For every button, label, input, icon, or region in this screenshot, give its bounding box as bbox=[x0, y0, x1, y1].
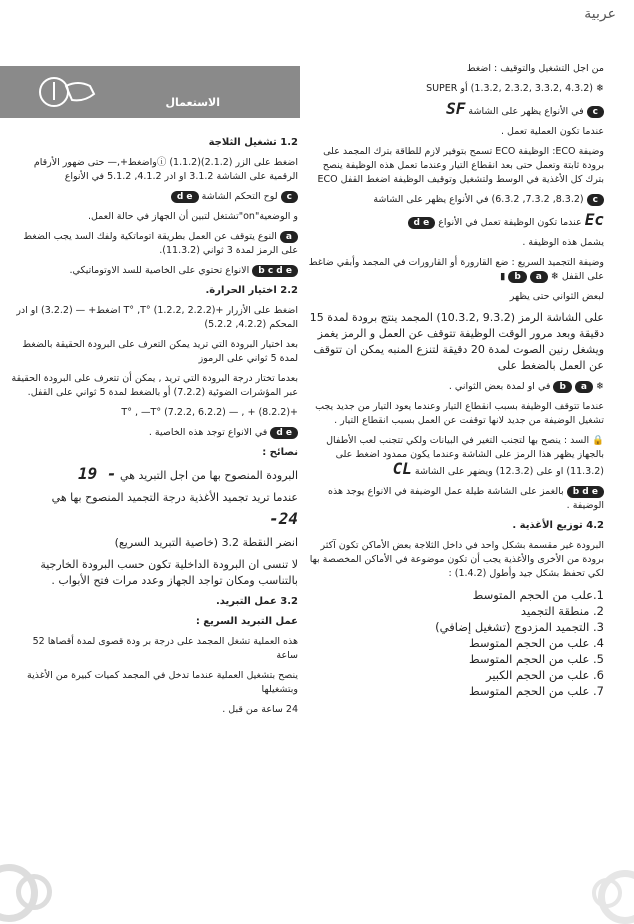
badge-b: b bbox=[508, 271, 526, 283]
r-p7-row bbox=[308, 210, 604, 230]
s22-p5: في الانواع توجد هذه الخاصية . bbox=[148, 427, 268, 438]
display-sf: SF bbox=[446, 99, 466, 118]
s22-p1: اضغط على الأزرار +T° ,T° (1.2.2, 2.2.2) اضغط+ — (3.2.2) او ادر المحكم (4.2.2, 5.2.2) bbox=[16, 305, 298, 330]
tips-p3: انضر النقطة 3.2 (خاصية التبريد السريع) bbox=[114, 536, 298, 549]
section-2-2-title: 2.2 اختيار الحرارة. bbox=[205, 285, 298, 296]
tips-disp2-row bbox=[8, 509, 298, 529]
s42-p1: البرودة غير مقسمة بشكل واحد في داخل الثلاجة بعض الأماكن تكون آكثر برودة من الأخرى والأغذية يجب أن تكون موضوعة في الأماكن المخصصة بها لكي تحفظ بشكل جيد وأطول (1.4.2) : bbox=[309, 540, 604, 579]
badge-de-3: d e bbox=[408, 217, 436, 229]
r-p4: عندما تكون العملية تعمل . bbox=[500, 126, 604, 137]
list-item: 4. علب من الحجم المتوسط bbox=[469, 636, 604, 650]
s22-p2: بعد اختيار البرودة التي تريد يمكن التعرف على البرودة الحقيقة بالضغط لمدة 5 ثواني على الرموز bbox=[22, 339, 298, 364]
tips-p1-row bbox=[8, 466, 298, 484]
s12-p4-row bbox=[8, 230, 298, 258]
badge-de: d e bbox=[171, 191, 199, 203]
s22-p3: بعدما تختار درجة البرودة التي تريد , يمكن أن تتعرف على البرودة الحقيقة عبر المؤشرات الضوئية (7.2.2) أو بالضغط لمدة 5 ثواني على القفل. bbox=[11, 373, 298, 398]
section-3-2-title: 3.2 عمل التبريد. bbox=[215, 596, 298, 607]
r-p9-row bbox=[308, 256, 604, 284]
r-p10: لبعض الثواني حتى يظهر bbox=[509, 291, 604, 302]
s12-p2-row bbox=[8, 190, 298, 204]
zones-list bbox=[308, 587, 604, 699]
r-p5: وضيفة ECO: الوظيفة ECO تسمح بتوفير لازم للطاقة بترك المجمد على برودة ثابتة وتعمل حتى بعد انقطاع التيار وعندما تعمل هذه الوظيفة ينصح بترك كل الأغذية في الوسط ولتشغيل وتوقيف الوظيفة اضغط القفل ECO bbox=[317, 146, 604, 185]
badge-c-3: c bbox=[587, 194, 604, 206]
s12-p3: و الوضعية"on"تشتغل لتبين أن الجهاز في حالة العمل. bbox=[87, 211, 298, 222]
s12-p4: النوع يتوقف عن العمل بطريقة اتوماتكية ولفك السد يجب الضغط على الرمز لمدة 3 ثواني (11.3.2). bbox=[23, 231, 298, 256]
r-p2-row bbox=[308, 82, 604, 96]
list-item: 2. منطقة التجميد bbox=[520, 604, 604, 618]
s12-p5: الانواع تحتوي على الخاصية للسد الاوتوماتيكي. bbox=[69, 265, 250, 276]
list-item: 7. علب من الحجم المتوسط bbox=[469, 684, 604, 698]
r-p14-row bbox=[308, 434, 604, 479]
r-p15: بالغمز على الشاشة طيلة عمل الوضيفة في الانواع يوجد هذه الوضيفة . bbox=[328, 486, 604, 511]
section-3-2-subtitle: عمل التبريد السريع : bbox=[195, 616, 298, 627]
r-p12: في او لمدة بعض الثواني . bbox=[448, 381, 551, 392]
badge-bcde: b c d e bbox=[252, 265, 298, 277]
badge-c-2: c bbox=[587, 106, 604, 118]
r-p6-row bbox=[308, 193, 604, 207]
snowflake-icon: ❄ bbox=[596, 381, 604, 392]
left-column bbox=[8, 130, 298, 723]
badge-de-2: d e bbox=[270, 427, 298, 439]
section-banner bbox=[0, 66, 300, 118]
tips-title: نصائح : bbox=[262, 447, 298, 458]
decorative-circle bbox=[16, 874, 52, 910]
r-p7: عندما تكون الوظيفة تعمل في الأنواع bbox=[438, 217, 582, 228]
r-p15-row bbox=[308, 485, 604, 513]
r-p11: على الشاشة الرمز (9.3.2 ,10.3.2) المجمد ينتج برودة لمدة 15 دقيقة وبعد مرور الوقت الوظيفة تتوقف عن العمل و الرمز يغمز ويشغل رنين الصوت لمدة 20 دقيقة لتنزع المنبه يمكن ان تتوقف عن العمل بالضغط على bbox=[309, 311, 604, 372]
r-p3: في الأنواع يظهر على الشاشة bbox=[468, 106, 584, 117]
s32-p3: 24 ساعة من قبل . bbox=[222, 704, 298, 715]
r-p9: وضيفة التجميد السريع : ضع القارورة أو القارورات في المجمد وأبقي ضاغط على القفل bbox=[308, 257, 604, 282]
badge-bde: b d e bbox=[567, 486, 604, 498]
list-item: 1.علب من الحجم المتوسط bbox=[472, 588, 604, 602]
r-p6: (8.3.2, 7.3.2, 6.3.2) في الأنواع يظهر على الشاشة bbox=[373, 194, 584, 205]
tips-p1: البرودة المنصوح بها من اجل التبريد هي bbox=[119, 469, 298, 482]
r-p8: يشمل هذه الوظيفة . bbox=[522, 237, 604, 248]
r-p12-row bbox=[308, 380, 604, 394]
snowflake-icon: ❄ bbox=[596, 83, 604, 94]
list-item: 5. علب من الحجم المتوسط bbox=[469, 652, 604, 666]
lock-icon: 🔒 bbox=[592, 435, 604, 446]
list-item: 6. علب من الحجم الكبير bbox=[485, 668, 604, 682]
display-cl: CL bbox=[392, 459, 412, 478]
s12-p2: لوح التحكم الشاشة bbox=[201, 191, 278, 202]
s32-p1: هذه العملية تشغل المجمد على درجة بر ودة قصوى لمدة أقصاها 52 ساعة bbox=[32, 636, 298, 661]
s12-p5-row bbox=[8, 264, 298, 278]
r-p14: السد : ينصح بها لتجنب التغير في البيانات ولكي تتجنب لعب الأطفال بالجهاز يظهر هذا الرمز على الشاشة وعندما يكون ممدود اضغط على (11.3.2) او على (12.3.2) ويضهر على الشاشة bbox=[326, 435, 604, 477]
s12-p1: اضغط على الزر ⓘ (1.1.2)(2.1.2)واضغط+,— حتى ضهور الأرقام الرقمية على الشاشة 3.1.2 او ادر 4.1.2, 5.1.2 في الأنواع bbox=[33, 157, 298, 182]
badge-a: a bbox=[280, 231, 298, 243]
badge-c: c bbox=[281, 191, 298, 203]
language-label: عربية bbox=[584, 6, 616, 22]
s22-p5-row bbox=[8, 426, 298, 440]
badge-b-2: b bbox=[553, 381, 571, 393]
s22-p4: +T° , —T° (7.2.2, 6.2.2) — , + (8.2.2) bbox=[121, 407, 298, 418]
r-p2: (4.3.2 ,3.3.2 ,2.3.2 ,1.3.2) أو SUPER bbox=[426, 83, 593, 94]
snowflake-icon: ❄ bbox=[550, 271, 559, 282]
tips-p4: لا تنسى ان البرودة الداخلية تكون حسب البرودة الخارجية بالتناسب ومكان تواجد الجهاز وعدد مرات فتح الأبواب . bbox=[40, 558, 298, 587]
tips-p2: عندما تريد تجميد الأغذية درجة التجميد المنصوح بها هي bbox=[51, 491, 298, 504]
badge-a-2: a bbox=[530, 271, 548, 283]
banner-title: الاستعمال bbox=[165, 96, 220, 109]
r-p13: عندما تتوقف الوظيفة بسبب انقطاع التيار وعندما يعود التيار من جديد يجب تشغيل الوضيفة من جديد لانها توقفت عن العمل بسبب انقطاع التيار . bbox=[315, 401, 604, 426]
display-value-freezer: -24 bbox=[269, 509, 298, 528]
badge-a-3: a bbox=[575, 381, 593, 393]
section-1-2-title: 1.2 تشغيل الثلاجة bbox=[208, 137, 298, 148]
bottle-icon: ▮ bbox=[500, 271, 506, 282]
r-p3-row bbox=[308, 99, 604, 119]
hand-logo-icon bbox=[38, 72, 98, 112]
right-column bbox=[308, 62, 604, 699]
list-item: 3. التجميد المزدوج (تشغيل إضافي) bbox=[435, 620, 604, 634]
display-ec: Ec bbox=[584, 210, 604, 229]
section-4-2-title: 4.2 توزيع الأغذية . bbox=[512, 520, 604, 531]
r-p1: من اجل التشغيل والتوقيف : اضغط bbox=[466, 63, 604, 74]
s32-p2: ينصح بتشغيل العملية عندما تدخل في المجمد كميات كبيرة من الأغذية وبتشغيلها bbox=[27, 670, 298, 695]
display-value-fridge: 19 - bbox=[77, 464, 117, 483]
decorative-circle bbox=[592, 878, 622, 908]
